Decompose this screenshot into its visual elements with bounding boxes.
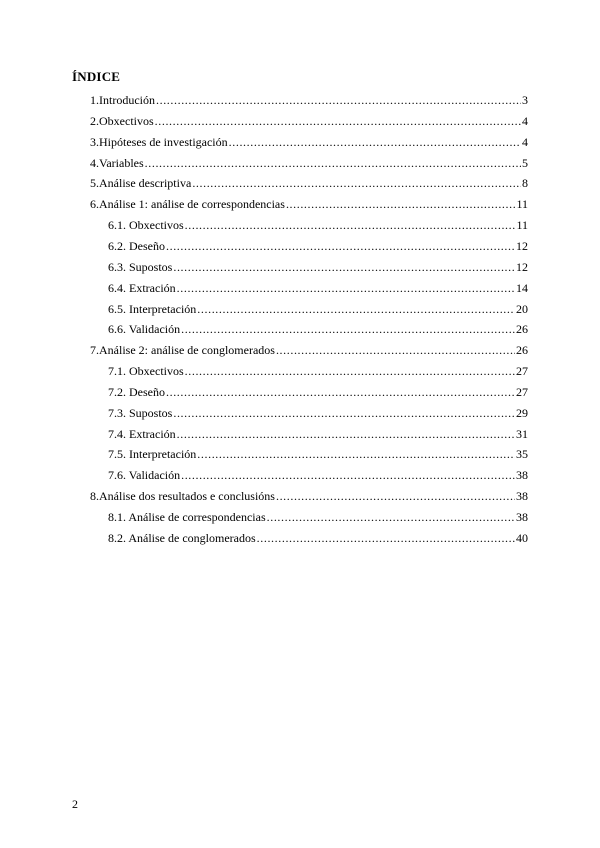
- toc-entry-page: 20: [516, 301, 528, 316]
- toc-entry-page: 3: [522, 93, 528, 107]
- toc-dot-leader: [197, 445, 515, 463]
- toc-dot-leader: [173, 404, 515, 422]
- toc-entry-label: Hipóteses de investigación: [99, 134, 228, 149]
- toc-dot-leader: [286, 195, 516, 213]
- toc-entry-page: 14: [516, 280, 528, 295]
- toc-entry-number: 3.: [90, 134, 99, 149]
- toc-entry-number: 1.: [90, 93, 99, 107]
- toc-dot-leader: [197, 300, 515, 318]
- toc-entry-label: 6.2. Deseño: [108, 238, 165, 253]
- toc-entry-label: 7.2. Deseño: [108, 384, 165, 399]
- toc-entry[interactable]: [108, 300, 528, 318]
- toc-dot-leader: [177, 425, 515, 443]
- toc-entry-label: 7.1. Obxectivos: [108, 364, 184, 379]
- footer-page-number: 2: [72, 797, 78, 811]
- toc-dot-leader: [173, 258, 515, 276]
- toc-entry[interactable]: [90, 91, 528, 109]
- toc-entry[interactable]: [108, 508, 528, 526]
- toc-entry-number: 6.: [90, 197, 99, 212]
- toc-dot-leader: [181, 466, 515, 484]
- toc-entry-label: Análise 2: análise de conglomerados: [99, 343, 275, 358]
- toc-entry-label: Análise 1: análise de correspondencias: [99, 197, 285, 212]
- toc-entry[interactable]: [90, 174, 528, 192]
- toc-entry-page: 35: [516, 447, 528, 462]
- toc-entry-page: 8: [522, 176, 528, 191]
- toc-entry-page: 31: [516, 426, 528, 441]
- toc-entry-label: Análise dos resultados e conclusións: [99, 489, 275, 504]
- toc-entry-page: 26: [516, 343, 528, 358]
- toc-entry-page: 11: [516, 197, 528, 212]
- toc-dot-leader: [257, 529, 515, 547]
- toc-dot-leader: [166, 237, 515, 255]
- toc-entry-number: 8.: [90, 489, 99, 504]
- page-title: ÍNDICE: [72, 69, 121, 84]
- toc-entry-label: 7.5. Interpretación: [108, 447, 197, 462]
- toc-dot-leader: [155, 112, 521, 130]
- toc-entry[interactable]: [108, 320, 528, 338]
- toc-entry-page: 5: [522, 155, 528, 170]
- toc-entry-number: 5.: [90, 176, 99, 191]
- toc-entry-page: 38: [516, 468, 528, 483]
- toc-entry[interactable]: [90, 341, 528, 359]
- toc-entry[interactable]: [108, 237, 528, 255]
- toc-entry-label: 6.4. Extración: [108, 280, 176, 295]
- toc-entry-page: 40: [516, 530, 528, 545]
- toc-dot-leader: [276, 487, 515, 505]
- toc-entry-number: 2.: [90, 113, 99, 128]
- toc-entry[interactable]: [108, 279, 528, 297]
- toc-entry-page: 38: [516, 489, 528, 504]
- toc-entry-label: 6.5. Interpretación: [108, 301, 197, 316]
- toc-entry-page: 29: [516, 405, 528, 420]
- toc-entry-page: 4: [522, 134, 528, 149]
- toc-dot-leader: [166, 383, 515, 401]
- toc-entry[interactable]: [90, 112, 528, 130]
- toc-entry-label: 6.3. Supostos: [108, 259, 173, 274]
- toc-entry-label: 8.1. Análise de correspondencias: [108, 510, 266, 524]
- toc-dot-leader: [145, 154, 521, 172]
- toc-entry-label: 6.6. Validación: [108, 322, 181, 337]
- toc-dot-leader: [185, 216, 516, 234]
- toc-entry[interactable]: [90, 195, 528, 213]
- toc-entry-label: Variables: [99, 155, 144, 170]
- toc-entry-page: 11: [516, 218, 528, 233]
- toc-dot-leader: [181, 320, 515, 338]
- toc-entry-label: 7.4. Extración: [108, 426, 176, 441]
- toc-entry[interactable]: [108, 466, 528, 484]
- toc-entry[interactable]: [108, 445, 528, 463]
- toc-entry-label: Análise descriptiva: [99, 176, 192, 191]
- toc-dot-leader: [185, 362, 515, 380]
- toc-entry-label: 7.3. Supostos: [108, 405, 173, 420]
- toc-entry-label: Introdución: [99, 93, 155, 107]
- toc-entry[interactable]: [108, 216, 528, 234]
- toc-dot-leader: [156, 91, 521, 109]
- toc-entry-page: 26: [516, 322, 528, 337]
- toc-entry-number: 7.: [90, 343, 99, 358]
- toc-entry[interactable]: [108, 258, 528, 276]
- toc-entry-label: 8.2. Análise de conglomerados: [108, 530, 256, 545]
- toc-entry[interactable]: [108, 529, 528, 547]
- toc-dot-leader: [276, 341, 515, 359]
- toc-dot-leader: [192, 174, 521, 192]
- toc-dot-leader: [229, 133, 521, 151]
- toc-entry[interactable]: [108, 404, 528, 422]
- toc-entry[interactable]: [108, 425, 528, 443]
- toc-entry[interactable]: [108, 362, 528, 380]
- toc-entry-page: 12: [516, 259, 528, 274]
- toc-entry-page: 12: [516, 238, 528, 253]
- toc-entry[interactable]: [90, 487, 528, 505]
- toc-entry-label: Obxectivos: [99, 113, 154, 128]
- toc-entry-label: 7.6. Validación: [108, 468, 181, 483]
- toc-entry-page: 4: [522, 113, 528, 128]
- toc-entry[interactable]: [90, 133, 528, 151]
- toc-dot-leader: [267, 508, 515, 526]
- toc-entry[interactable]: [108, 383, 528, 401]
- toc-entry[interactable]: [90, 154, 528, 172]
- toc-entry-page: 38: [516, 510, 528, 524]
- toc-entry-number: 4.: [90, 155, 99, 170]
- toc-dot-leader: [177, 279, 515, 297]
- toc-entry-page: 27: [516, 364, 528, 379]
- toc-entry-page: 27: [516, 384, 528, 399]
- toc-entry-label: 6.1. Obxectivos: [108, 218, 184, 233]
